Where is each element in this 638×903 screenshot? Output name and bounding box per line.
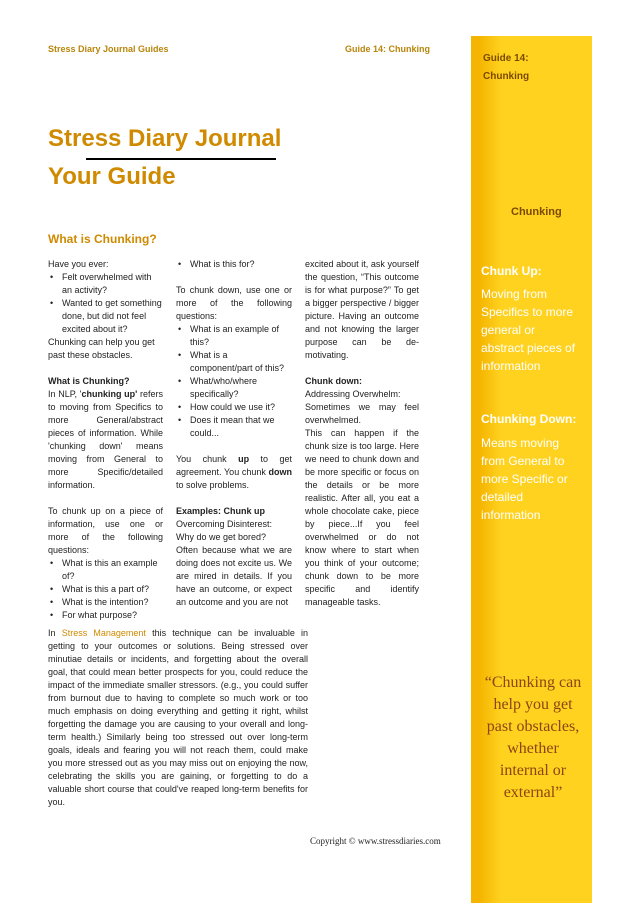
header-left: Stress Diary Journal Guides [48, 44, 169, 54]
chunk-up-text: Moving from Specifics to more general or abstract pieces of information [481, 287, 576, 373]
chunk-up-heading: Chunk Up: [481, 264, 542, 278]
sidebar-guide-label [483, 50, 529, 86]
col3-down-sub: Addressing Overwhelm: [305, 389, 401, 399]
col1-nlp-paragraph [48, 388, 163, 492]
col1-chunk-up-intro: To chunk up on a piece of information, use one or more of the following questions: [48, 506, 163, 555]
title-underline [86, 158, 276, 160]
copyright-footer: Copyright © www.stressdiaries.com [310, 836, 441, 846]
agree-pre: You chunk [176, 454, 239, 464]
nlp-bold: chunking up' [81, 389, 138, 399]
agree-down: down [268, 467, 292, 477]
stress-management-link: Stress Management [61, 628, 146, 638]
col3-down-heading: Chunk down: [305, 376, 362, 386]
agree-up: up [238, 454, 250, 464]
list-item: • For what purpose? [62, 609, 163, 622]
stress-management-paragraph [48, 627, 308, 809]
sidebar-chunking-tag: Chunking [511, 206, 562, 218]
column-3 [305, 258, 419, 609]
agree-post: to solve problems. [176, 480, 250, 490]
list-item: • How could we use it? [190, 401, 292, 414]
title-line2: Your Guide [48, 163, 176, 190]
list-item: • What is the intention? [62, 596, 163, 609]
nlp-post: refers to moving from Specifics to more General/abstract pieces of information. While 'chunking down' means moving from General to more Specific/detailed information. [48, 389, 163, 490]
col1-after: Chunking can help you get past these obstacles. [48, 337, 155, 360]
list-item: • Wanted to get something done, but did not feel excited about it? [62, 297, 163, 336]
col2-agree-paragraph [176, 453, 292, 492]
box-text: this technique can be invaluable in getting to your outcomes or solutions. Being stressed over minutiae details or incidents, and forgetting about the overall goal, that could mean better prospects for you, could reduce the impact of the immediate smaller stressors. (e.g., you could suffer from burnout due to having to complete so much work or too much emphasis on doing everything and getting it right, whilst forgetting the damage you are causing to your overall and long-term health.) Similarly being too stressed out over long-term goals, ideals and fearing you will not reach them, could make you more stressed out as you may miss out on enjoying the now, celebrating the skills you are gaining, or forgetting to do a valuable short course that could've reaped long-term benefits for you. [48, 628, 308, 807]
title-line1: Stress Diary Journal [48, 125, 282, 152]
list-item: • Felt overwhelmed with an activity? [62, 271, 163, 297]
chunking-down-heading: Chunking Down: [481, 412, 577, 426]
col2-bullets1 [176, 258, 292, 271]
col3-down-text: Sometimes we may feel overwhelmed. [305, 402, 419, 425]
column-1 [48, 258, 163, 622]
col1-bullets1 [48, 271, 163, 336]
col1-bullets2 [48, 557, 163, 622]
header-right: Guide 14: Chunking [345, 44, 431, 54]
list-item: • What is this for? [190, 258, 292, 271]
col2-bullets2 [176, 323, 292, 440]
col1-intro: Have you ever: [48, 259, 109, 269]
sidebar [471, 36, 592, 903]
col3-cont: excited about it, ask yourself the question, “This outcome is for what purpose?” To get a bigger perspective / bigger picture. Having an outcome and not knowing the larger purpose can be de-motivating. [305, 259, 419, 360]
column-2 [176, 258, 292, 609]
sidebar-guide-line1: Guide 14: [483, 53, 529, 64]
col2-ex-sub: Overcoming Disinterest: Why do we get bored? [176, 519, 273, 542]
col2-ex-text: Often because what we are doing does not excite us. We are mired in details. If you have an outcome, or expect an outcome and you are not [176, 545, 292, 607]
section-title: What is Chunking? [48, 232, 157, 246]
list-item: • What/who/where specifically? [190, 375, 292, 401]
sidebar-quote: “Chunking can help you get past obstacles, whether internal or external” [484, 674, 582, 801]
list-item: • What is an example of this? [190, 323, 292, 349]
sidebar-guide-line2: Chunking [483, 71, 530, 82]
col1-q-heading: What is Chunking? [48, 376, 130, 386]
nlp-pre: In NLP, ' [48, 389, 82, 399]
box-pre: In [48, 628, 62, 638]
agree-mid: to get agreement. You chunk [176, 454, 292, 477]
list-item: • Does it mean that we could... [190, 414, 292, 440]
chunking-down-text: Means moving from General to more Specific or detailed information [481, 436, 568, 522]
list-item: • What is this an example of? [62, 557, 163, 583]
list-item: • What is a component/part of this? [190, 349, 292, 375]
col3-down-text2: This can happen if the chunk size is too large. Here we need to chunk down and be more specific or focus on the details or be more realistic. After all, you eat a whole chocolate cake, piece by piece...If you feel overwhelmed or do not know where to start when you think of your outcome; chunk down to be more specific and identify manageable tasks. [305, 428, 419, 607]
col2-chunk-down-intro: To chunk down, use one or more of the following questions: [176, 285, 292, 321]
col2-ex-heading: Examples: Chunk up [176, 506, 266, 516]
list-item: • What is this a part of? [62, 583, 163, 596]
